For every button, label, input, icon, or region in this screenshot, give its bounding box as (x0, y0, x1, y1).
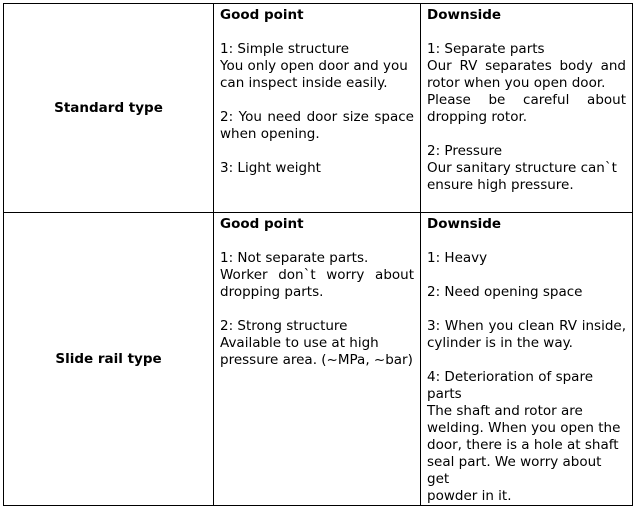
good-point-cell (214, 213, 421, 506)
good-point-1-text: can inspect inside easily. (220, 75, 388, 91)
downside-heading: Downside (427, 7, 502, 23)
downside-2-title: 2: Pressure (427, 143, 503, 159)
downside-4-text: The shaft and rotor are (427, 403, 583, 419)
downside-4-title: 4: Deterioration of spare parts (427, 369, 594, 402)
downside-cell (421, 4, 633, 213)
good-point-heading: Good point (220, 7, 304, 23)
downside-1-text: Our RV separates body and (427, 58, 626, 74)
table-row (4, 213, 633, 506)
good-point-cell (214, 4, 421, 213)
type-label-slide-rail: Slide rail type (4, 213, 214, 506)
downside-1-text: dropping rotor. (427, 109, 528, 125)
table-row (4, 4, 633, 213)
downside-4-text: seal part. We worry about get (427, 454, 602, 487)
downside-2-text: ensure high pressure. (427, 177, 574, 193)
downside-3-text: cylinder is in the way. (427, 335, 573, 351)
good-point-2-text: Available to use at high (220, 335, 379, 351)
downside-1-text: Please be careful about (427, 92, 626, 108)
good-point-2-text: when opening. (220, 126, 320, 142)
downside-1-title: 1: Separate parts (427, 41, 545, 57)
good-point-1-text: Worker don`t worry about (220, 267, 414, 283)
good-point-3-text: 3: Light weight (220, 160, 321, 176)
downside-4-text: welding. When you open the (427, 420, 621, 436)
good-point-2-text: pressure area. (~MPa, ~bar) (220, 352, 413, 368)
downside-4-text: door, there is a hole at shaft (427, 437, 619, 453)
good-point-2-title: 2: Strong structure (220, 318, 348, 334)
downside-heading: Downside (427, 216, 502, 232)
good-point-heading: Good point (220, 216, 304, 232)
good-point-2-text: 2: You need door size space (220, 109, 414, 125)
type-label-standard: Standard type (4, 4, 214, 213)
comparison-table (3, 3, 633, 506)
downside-3-text: 3: When you clean RV inside, (427, 318, 626, 334)
downside-2-title: 2: Need opening space (427, 284, 583, 300)
good-point-1-text: dropping parts. (220, 284, 324, 300)
downside-1-title: 1: Heavy (427, 250, 488, 266)
good-point-1-title: 1: Simple structure (220, 41, 350, 57)
good-point-1-title: 1: Not separate parts. (220, 250, 369, 266)
downside-2-text: Our sanitary structure can`t (427, 160, 617, 176)
downside-1-text: rotor when you open door. (427, 75, 606, 91)
downside-4-text: powder in it. (427, 488, 512, 504)
good-point-1-text: You only open door and you (220, 58, 408, 74)
downside-cell (421, 213, 633, 506)
